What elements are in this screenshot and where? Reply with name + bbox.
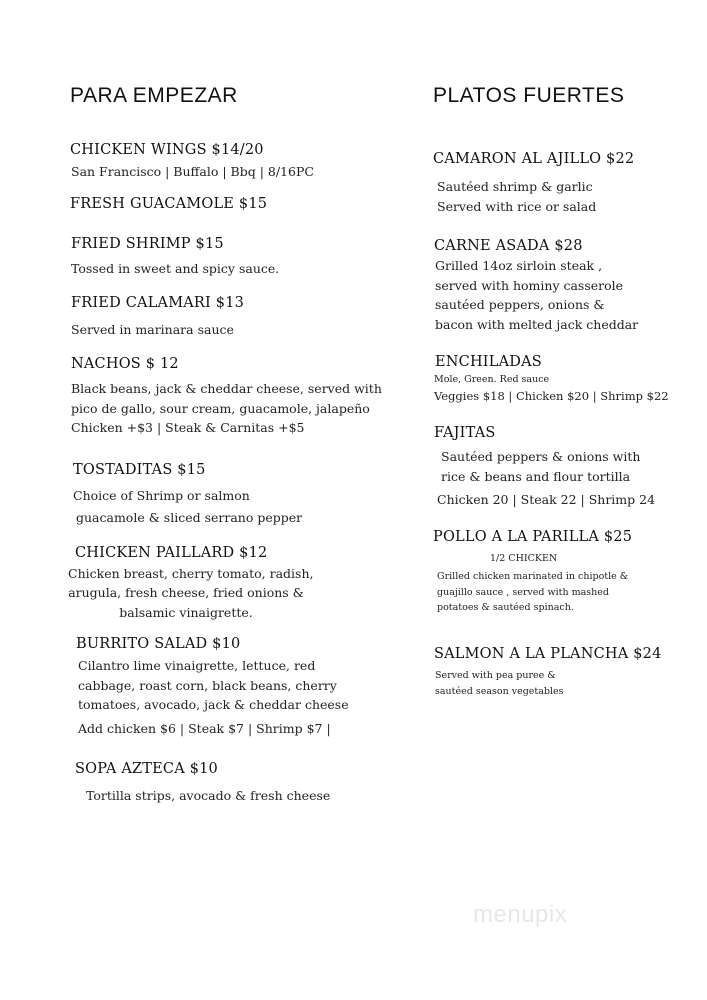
menu-item-description: 1/2 CHICKEN (490, 553, 558, 564)
menu-item-description: Chicken +$3 | Steak & Carnitas +$5 (71, 420, 305, 435)
menu-item-sopa-azteca: SOPA AZTECA $10 (75, 761, 218, 777)
menu-item-description: Tossed in sweet and spicy sauce. (71, 261, 280, 276)
menu-item-description: pico de gallo, sour cream, guacamole, jalapeño (71, 401, 370, 416)
menu-item-description: Served with pea puree & (435, 670, 556, 681)
menu-item-description: Black beans, jack & cheddar cheese, served with (71, 381, 382, 396)
menu-item-description: potatoes & sautéed spinach. (437, 602, 574, 613)
menu-item-description: Chicken breast, cherry tomato, radish, (68, 566, 314, 581)
menu-item-description: Served in marinara sauce (71, 322, 234, 337)
menu-item-description: Veggies $18 | Chicken $20 | Shrimp $22 (434, 389, 669, 403)
menu-item-burrito-salad: BURRITO SALAD $10 (76, 636, 241, 652)
menu-item-description: rice & beans and flour tortilla (441, 469, 631, 484)
menu-item-fresh-guacamole: FRESH GUACAMOLE $15 (70, 196, 268, 212)
section-title-para-empezar: PARA EMPEZAR (70, 84, 238, 107)
menu-item-description: served with hominy casserole (435, 278, 624, 293)
menu-item-description: Sautéed shrimp & garlic (437, 179, 593, 194)
menu-item-pollo-a-la-parilla: POLLO A LA PARILLA $25 (433, 529, 633, 545)
menu-item-description: arugula, fresh cheese, fried onions & (68, 585, 304, 600)
menu-item-description: Add chicken $6 | Steak $7 | Shrimp $7 | (78, 721, 331, 736)
menu-item-description: guajillo sauce , served with mashed (437, 587, 609, 598)
menu-item-description: Grilled 14oz sirloin steak , (435, 258, 603, 273)
menu-item-description: Tortilla strips, avocado & fresh cheese (86, 788, 331, 803)
menu-item-description: Cilantro lime vinaigrette, lettuce, red (78, 658, 316, 673)
menu-item-chicken-paillard: CHICKEN PAILLARD $12 (75, 545, 268, 561)
menu-item-description: Sautéed peppers & onions with (441, 449, 641, 464)
menu-item-description: Chicken 20 | Steak 22 | Shrimp 24 (437, 492, 656, 507)
menu-item-description: sautéed season vegetables (435, 686, 564, 697)
menu-item-fried-shrimp: FRIED SHRIMP $15 (71, 236, 224, 252)
menu-item-description: balsamic vinaigrette. (119, 605, 253, 620)
section-title-platos-fuertes: PLATOS FUERTES (433, 84, 625, 107)
menu-item-description: Mole, Green. Red sauce (434, 374, 550, 385)
menu-item-description: bacon with melted jack cheddar (435, 317, 639, 332)
menu-item-fried-calamari: FRIED CALAMARI $13 (71, 295, 245, 311)
menupix-watermark: menupix (473, 901, 568, 928)
menu-item-description: Choice of Shrimp or salmon (73, 488, 250, 503)
menu-item-description: cabbage, roast corn, black beans, cherry (78, 678, 337, 693)
menu-item-carne-asada: CARNE ASADA $28 (434, 238, 583, 254)
menu-item-description: Served with rice or salad (437, 199, 597, 214)
menu-item-description: Grilled chicken marinated in chipotle & (437, 571, 629, 582)
menu-item-description: San Francisco | Buffalo | Bbq | 8/16PC (71, 164, 314, 179)
menu-item-fajitas: FAJITAS (434, 425, 496, 441)
menu-item-chicken-wings: CHICKEN WINGS $14/20 (70, 142, 264, 158)
menu-item-enchiladas: ENCHILADAS (435, 354, 542, 370)
menu-item-description: sautéed peppers, onions & (435, 297, 605, 312)
menu-item-salmon-a-la-plancha: SALMON A LA PLANCHA $24 (434, 646, 662, 662)
menu-item-nachos: NACHOS $ 12 (71, 356, 179, 372)
menu-item-description: guacamole & sliced serrano pepper (76, 510, 303, 525)
menu-item-tostaditas: TOSTADITAS $15 (73, 462, 206, 478)
menu-item-description: tomatoes, avocado, jack & cheddar cheese (78, 697, 349, 712)
menu-item-camaron-al-ajillo: CAMARON AL AJILLO $22 (433, 151, 635, 167)
